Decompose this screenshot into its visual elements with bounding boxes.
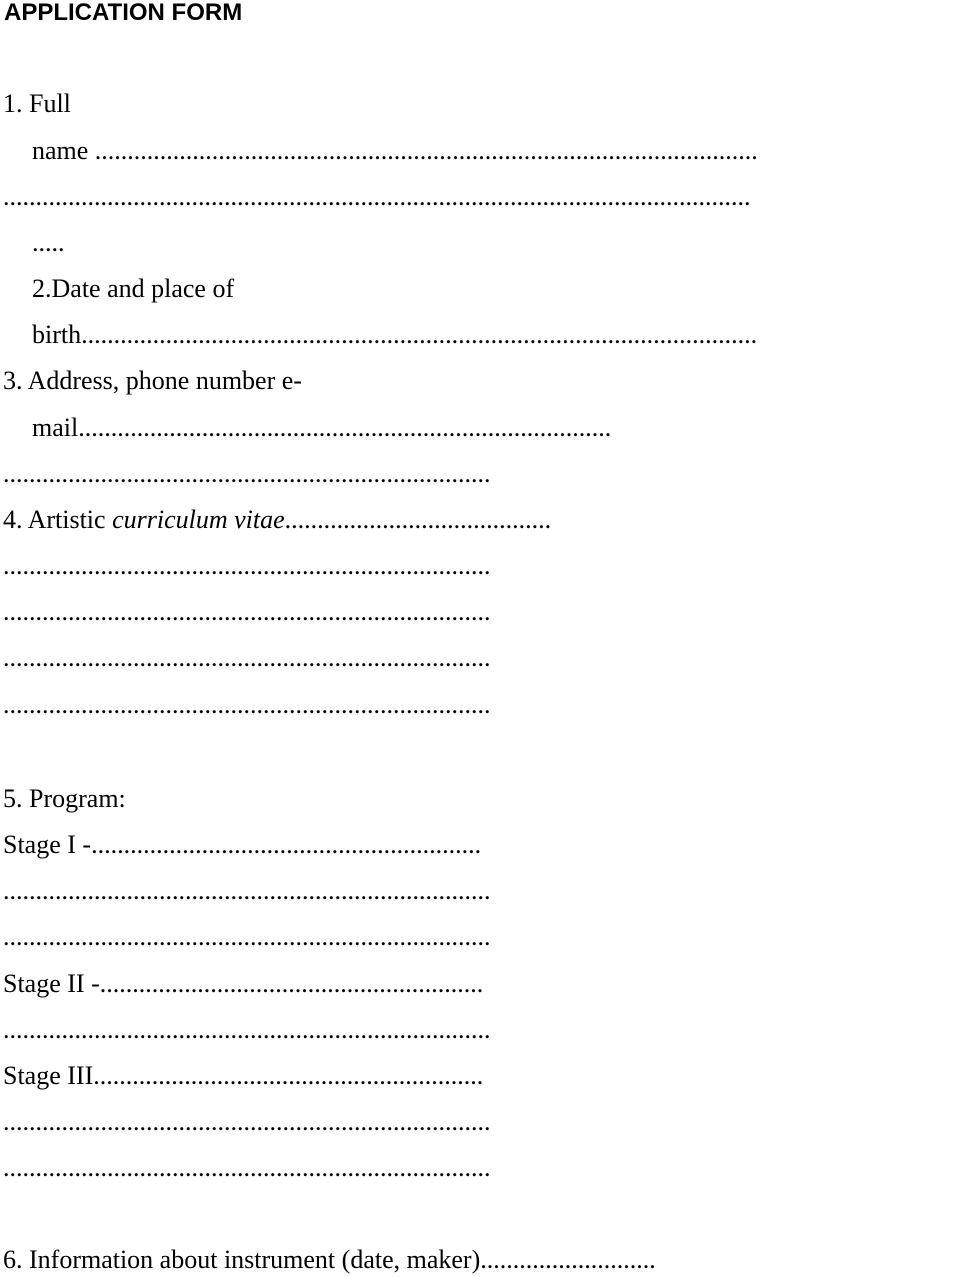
address-continuation[interactable]: ...........................................................................	[3, 459, 491, 488]
stage-2-line-2[interactable]: ...........................................................................	[3, 1015, 491, 1044]
stage-3-field[interactable]: Stage III............................................................	[3, 1061, 484, 1090]
item-2-label: 2.Date and place of	[32, 274, 235, 303]
item-1-label: 1. Full	[3, 89, 71, 118]
stage-3-line-3[interactable]: ...........................................................................	[3, 1153, 491, 1182]
item-5-label: 5. Program:	[3, 784, 126, 813]
cv-line-1[interactable]: ...........................................................................	[3, 551, 491, 580]
cv-label-prefix: 4. Artistic	[3, 505, 113, 534]
stage-1-field[interactable]: Stage I -............................................................	[3, 830, 482, 859]
cv-label-dots: .........................................	[284, 505, 552, 534]
form-title: APPLICATION FORM	[4, 0, 243, 26]
stage-2-field[interactable]: Stage II -...........................................................	[3, 969, 484, 998]
item-4-cv-field[interactable]	[3, 505, 607, 535]
email-field[interactable]: mail..................................................................................	[32, 413, 612, 442]
full-name-continuation[interactable]: ...................................................................................................................	[3, 182, 751, 211]
birth-field[interactable]: birth........................................................................................................	[32, 320, 758, 349]
stage-1-line-3[interactable]: ...........................................................................	[3, 922, 491, 951]
stage-3-line-2[interactable]: ...........................................................................	[3, 1107, 491, 1136]
instrument-field[interactable]: 6. Information about instrument (date, maker)...........................	[3, 1245, 656, 1274]
full-name-continuation-end[interactable]: .....	[32, 228, 65, 257]
cv-line-3[interactable]: ...........................................................................	[3, 643, 491, 672]
full-name-field[interactable]: name ......................................................................................................	[32, 136, 758, 165]
cv-line-4[interactable]: ...........................................................................	[3, 690, 491, 719]
cv-line-2[interactable]: ...........................................................................	[3, 597, 491, 626]
stage-1-line-2[interactable]: ...........................................................................	[3, 876, 491, 905]
item-3-label: 3. Address, phone number e-	[3, 366, 302, 395]
cv-label-italic: curriculum vitae	[112, 505, 285, 534]
